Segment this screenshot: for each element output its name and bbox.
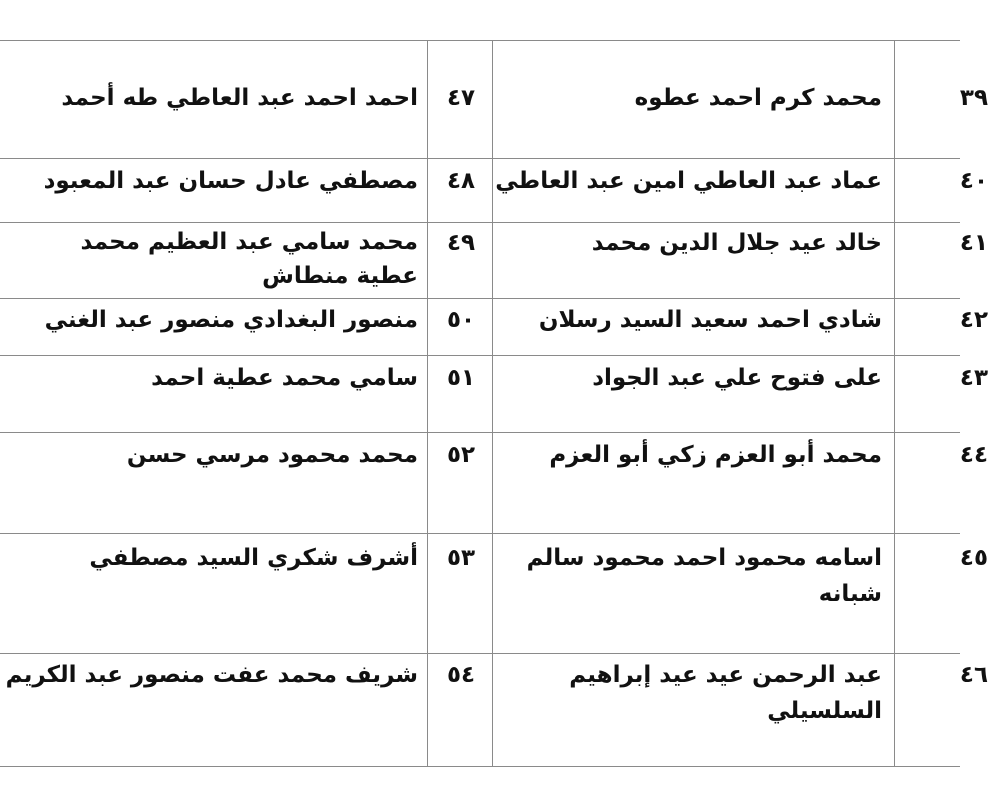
table-cell-number: ٥٤: [446, 662, 476, 688]
table-cell-name: خالد عيد جلال الدين محمد: [591, 230, 882, 256]
table-cell-name: عماد عبد العاطي امين عبد العاطي: [495, 168, 882, 194]
table-cell-number: ٥١: [446, 365, 476, 391]
table-cell-name: شريف محمد عفت منصور عبد الكريم: [5, 662, 418, 688]
table-cell-name: اسامه محمود احمد محمود سالم شبانه: [526, 545, 882, 607]
table-cell-number: ٤٤: [959, 442, 988, 468]
table-cell-number: ٤٠: [959, 168, 988, 194]
column-divider: [492, 40, 493, 767]
table-cell-number: ٤٧: [446, 85, 476, 111]
table-cell-name: محمد أبو العزم زكي أبو العزم: [549, 442, 882, 468]
table-cell-number: ٤١: [959, 230, 988, 256]
table-cell-name: على فتوح علي عبد الجواد: [592, 365, 882, 391]
table-cell-name: محمد محمود مرسي حسن: [126, 442, 418, 468]
table-border-bottom: [0, 766, 960, 767]
table-cell-number: ٥٣: [446, 545, 476, 571]
row-divider: [0, 653, 960, 654]
table-cell-number: ٣٩: [959, 85, 988, 111]
table-cell-name: منصور البغدادي منصور عبد الغني: [44, 307, 418, 333]
column-divider: [427, 40, 428, 767]
row-divider: [0, 222, 960, 223]
table-cell-number: ٤٨: [446, 168, 476, 194]
table-cell-number: ٤٣: [959, 365, 988, 391]
table-cell-name: عبد الرحمن عيد عيد إبراهيم السلسيلي: [569, 662, 882, 724]
row-divider: [0, 158, 960, 159]
table-border-top: [0, 40, 960, 41]
table-cell-name: سامي محمد عطية احمد: [151, 365, 418, 391]
column-divider: [894, 40, 895, 767]
row-divider: [0, 533, 960, 534]
table-cell-name: مصطفي عادل حسان عبد المعبود: [43, 168, 418, 194]
row-divider: [0, 298, 960, 299]
table-cell-name: محمد سامي عبد العظيم محمد عطية منطاش: [80, 229, 418, 289]
row-divider: [0, 355, 960, 356]
table-cell-number: ٥٠: [446, 307, 476, 333]
table-cell-name: أشرف شكري السيد مصطفي: [89, 545, 418, 571]
table-cell-name: احمد احمد عبد العاطي طه أحمد: [61, 85, 418, 111]
table-cell-name: محمد كرم احمد عطوه: [634, 85, 882, 111]
table-cell-number: ٤٩: [446, 230, 476, 256]
table-cell-number: ٤٦: [959, 662, 988, 688]
table-cell-number: ٤٢: [959, 307, 988, 333]
table-cell-name: شادي احمد سعيد السيد رسلان: [538, 307, 882, 333]
table-cell-number: ٤٥: [959, 545, 988, 571]
row-divider: [0, 432, 960, 433]
table-cell-number: ٥٢: [446, 442, 476, 468]
